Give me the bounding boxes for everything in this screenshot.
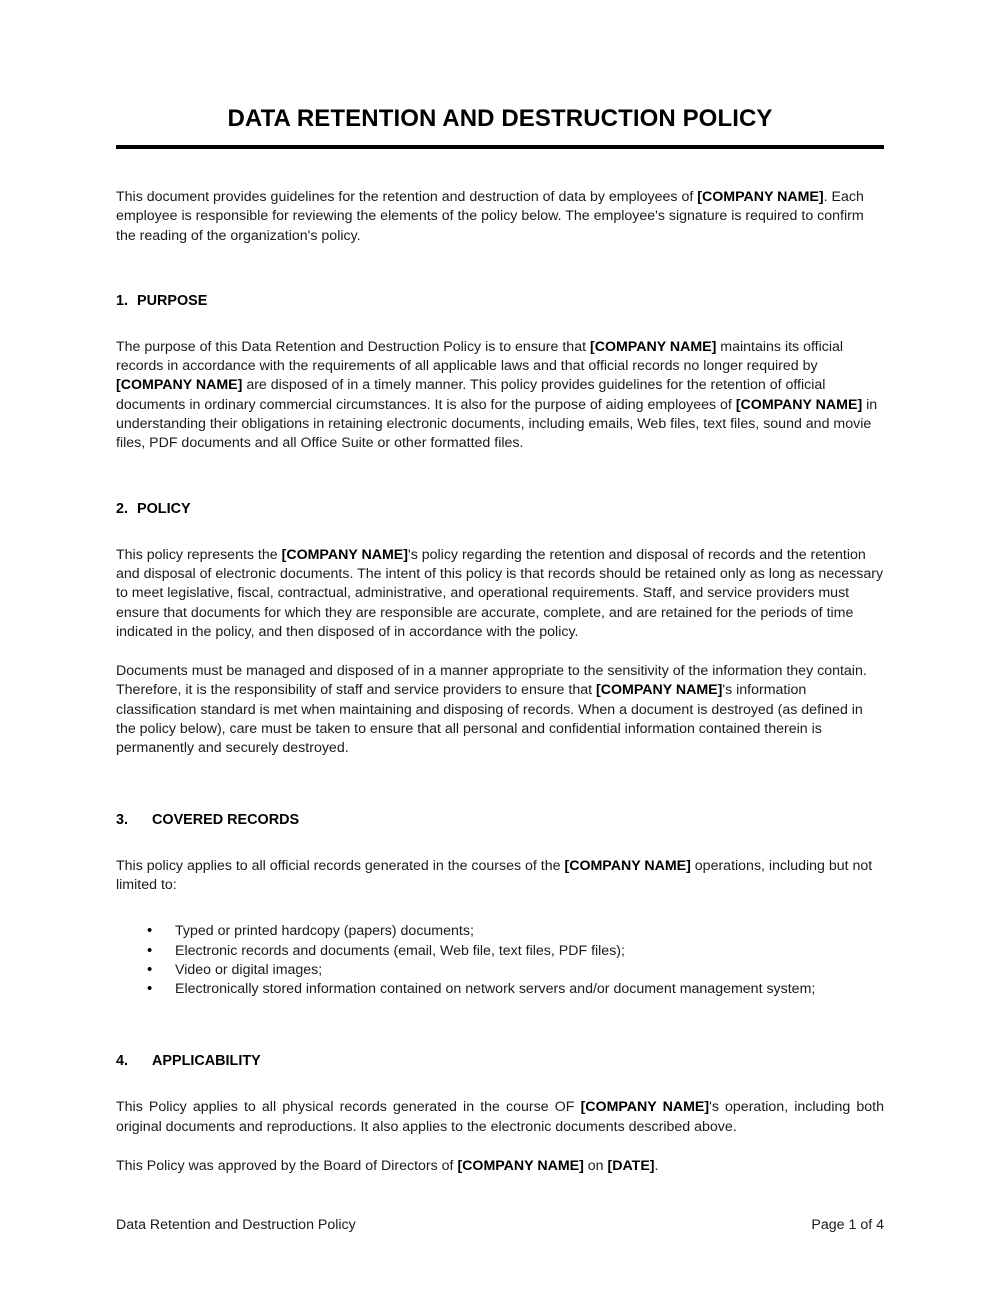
sections-container: [116, 292, 884, 1176]
paragraph-text: .: [654, 1158, 659, 1175]
paragraph-text: The purpose of this Data Retention and Destruction Policy is to ensure that: [116, 338, 590, 355]
section-title: POLICY: [137, 500, 191, 517]
document-content: [116, 0, 884, 1176]
title-divider: [116, 145, 884, 149]
inline-placeholder: [DATE]: [607, 1158, 655, 1175]
paragraph-text: in understanding their obligations in retaining electronic documents, including emails, Web files, text files, sound and movie files, PDF documents and all Office Suite or other formatted files.: [116, 396, 878, 452]
paragraph-text: Documents must be managed and disposed of in a manner appropriate to the sensitivity of the information they contain. Therefore, it is the responsibility of staff and service providers to ensure that: [116, 663, 867, 699]
intro-text-part2: . Each employee is responsible for reviewing the elements of the policy below. The employee's signature is required to confirm the reading of the organization's policy.: [116, 189, 864, 244]
section-heading-covered-records: [116, 811, 884, 830]
paragraph-text: This Policy was approved by the Board of Directors of: [116, 1158, 458, 1175]
list-item: • Typed or printed hardcopy (papers) documents;: [116, 922, 866, 941]
inline-placeholder: [COMPANY NAME]: [580, 1099, 710, 1116]
inline-placeholder: [COMPANY NAME]: [564, 857, 691, 874]
section-number: 1.: [116, 292, 129, 309]
section-heading-applicability: [116, 1052, 884, 1071]
paragraph-text: 's operation, including both original documents and reproductions. It also applies to the electronic documents described above.: [116, 1099, 884, 1135]
paragraph-text: operations, including but not limited to:: [116, 857, 873, 893]
section-paragraph: [116, 1157, 884, 1176]
paragraph-text: This policy represents the: [116, 546, 282, 563]
intro-text-part1: This document provides guidelines for the retention and destruction of data by employees of: [116, 189, 698, 205]
inline-placeholder: [COMPANY NAME]: [281, 546, 408, 563]
paragraph-text: 's information classification standard is met when maintaining and disposing of records. When a document is destroyed (as defined in the policy below), care must be taken to ensure that all personal and confidential information contained therein is permanently and securely destroyed.: [116, 682, 863, 757]
section-paragraph: [116, 546, 884, 642]
section-title: APPLICABILITY: [152, 1053, 261, 1070]
paragraph-text: This policy applies to all official records generated in the courses of the: [116, 857, 565, 874]
page-title: DATA RETENTION AND DESTRUCTION POLICY: [227, 105, 773, 132]
paragraph-text: maintains its official records in accordance with the requirements of all applicable laws and that official records no longer required by: [116, 338, 844, 375]
section-heading-purpose: [116, 292, 884, 311]
covered-records-list: [116, 922, 866, 999]
inline-placeholder: [COMPANY NAME]: [589, 338, 717, 355]
section-paragraph: [116, 1098, 884, 1137]
paragraph-text: on: [583, 1158, 608, 1175]
footer-page-number: Page 1 of 4: [811, 1217, 884, 1233]
section-number: 3.: [116, 811, 129, 828]
intro-paragraph: [116, 188, 884, 246]
inline-placeholder: [COMPANY NAME]: [116, 377, 243, 394]
paragraph-text: are disposed of in a timely manner. This policy provides guidelines for the retention of official documents in ordinary commercial circumstances. It is also for the purpose of aiding employees of: [116, 377, 826, 413]
section-paragraph: [116, 338, 884, 454]
section-number: 4.: [116, 1053, 129, 1070]
inline-placeholder: [COMPANY NAME]: [596, 682, 723, 699]
paragraph-text: 's policy regarding the retention and disposal of records and the retention and disposal of electronic documents. The intent of this policy is that records should be retained only as long as necessary to meet legislative, fiscal, contractual, administrative, and operational requirements. Staff, and service providers must ensure that documents for which they are responsible are accurate, complete, and are retained for the periods of time indicated in the policy, and then disposed of in accordance with the policy.: [116, 546, 884, 640]
list-item: • Electronic records and documents (email, Web file, text files, PDF files);: [116, 942, 866, 961]
page-footer: [116, 1216, 884, 1235]
section-number: 2.: [116, 500, 129, 517]
section-title: COVERED RECORDS: [152, 811, 300, 828]
section-paragraph: [116, 662, 884, 758]
list-item: • Electronically stored information contained on network servers and/or document management system;: [116, 980, 866, 999]
section-title: PURPOSE: [137, 292, 208, 309]
footer-document-name: Data Retention and Destruction Policy: [116, 1217, 356, 1233]
section-heading-policy: [116, 500, 884, 519]
inline-placeholder: [COMPANY NAME]: [457, 1158, 584, 1175]
inline-placeholder: [COMPANY NAME]: [735, 396, 863, 413]
company-placeholder: [COMPANY NAME]: [697, 189, 824, 205]
section-paragraph: [116, 857, 884, 896]
list-item: • Video or digital images;: [116, 961, 866, 980]
paragraph-text: This Policy applies to all physical records generated in the course OF: [116, 1099, 581, 1116]
